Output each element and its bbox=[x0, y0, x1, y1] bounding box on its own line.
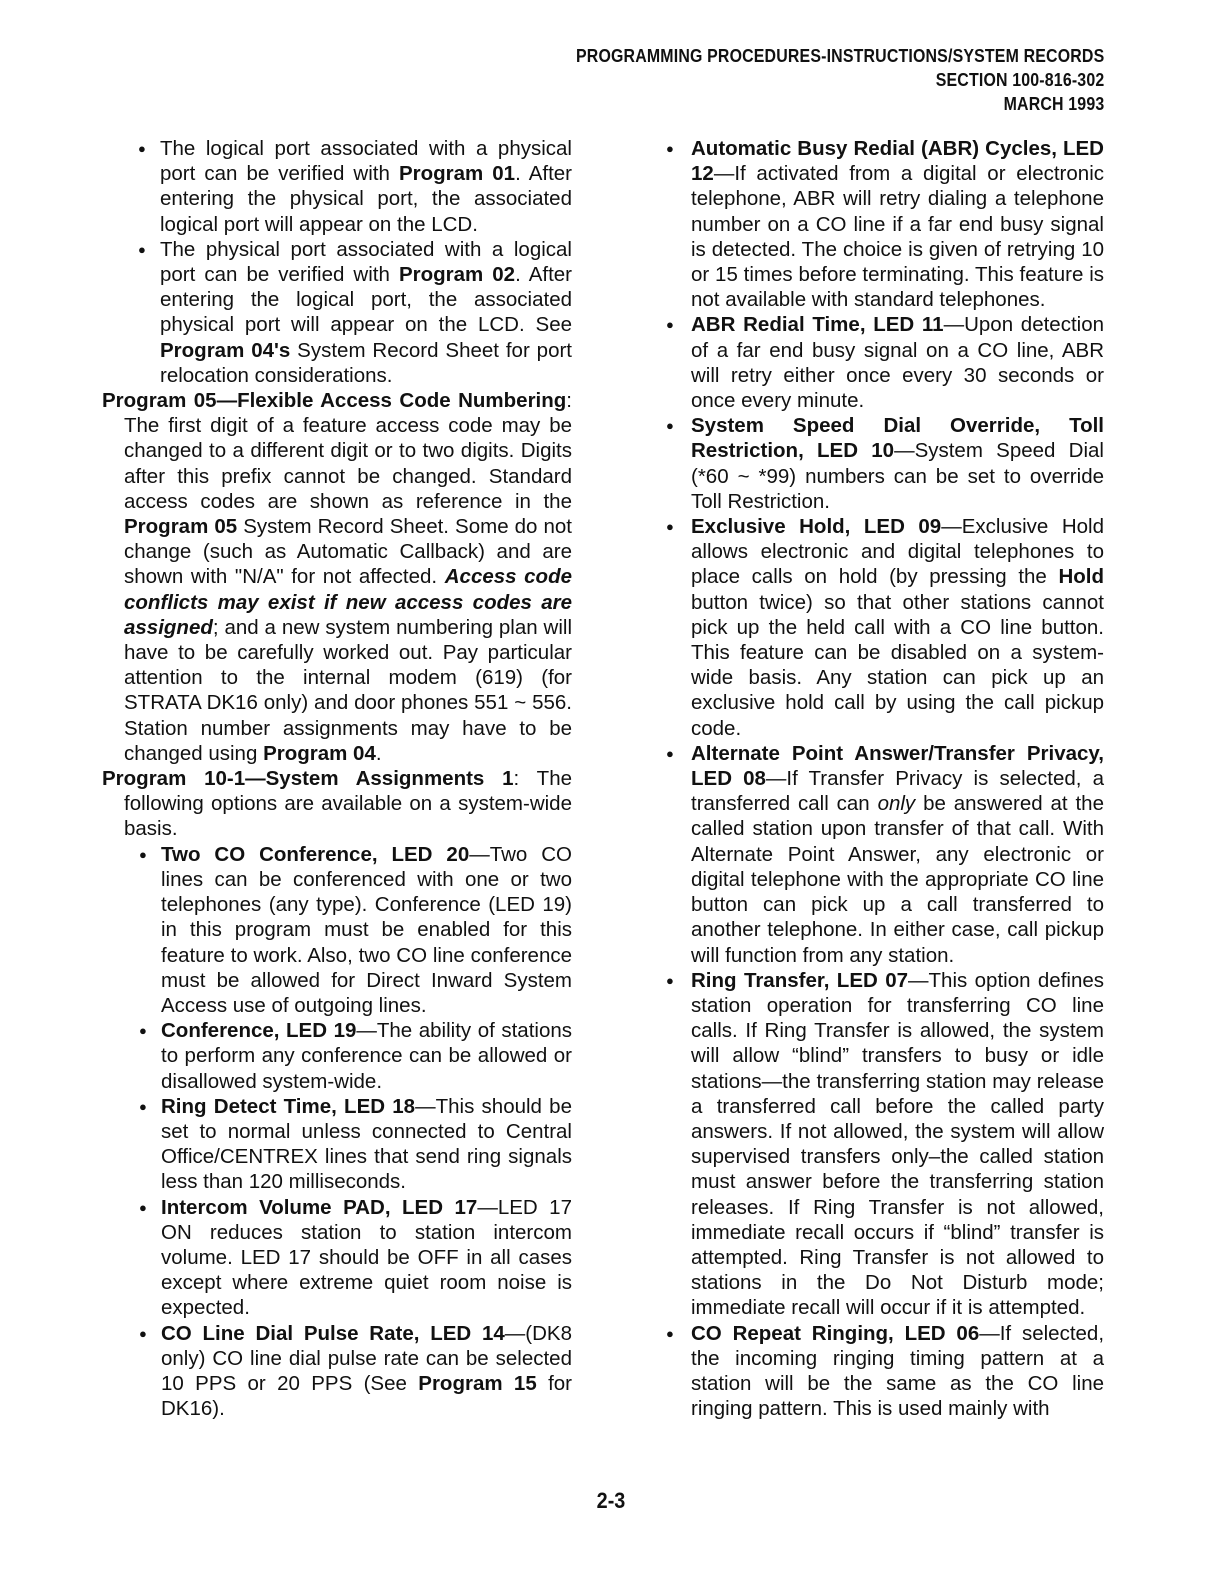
option-item: ● Intercom Volume PAD, LED 17—LED 17 ON reduces station to station intercom volume. LED 17 should be OFF in all cases except where extreme quiet room noise is expected. bbox=[139, 1195, 572, 1321]
option-item: ● ABR Redial Time, LED 11—Upon detection of a far end busy signal on a CO line, ABR will retry either once every 30 seconds or once every minute. bbox=[666, 312, 1104, 413]
option-item: ● Conference, LED 19—The ability of stations to perform any conference can be allowed or disallowed system-wide. bbox=[139, 1018, 572, 1094]
option-item: ● Exclusive Hold, LED 09—Exclusive Hold allows electronic and digital telephones to place calls on hold (by pressing the Hold button twice) so that other stations cannot pick up the held call with a CO line button. This feature can be disabled on a system-wide basis. Any station can pick up an exclusive hold call by using the call pickup code. bbox=[666, 514, 1104, 741]
page-number: 2-3 bbox=[596, 1488, 626, 1513]
page-header bbox=[576, 44, 1104, 116]
header-title: PROGRAMMING PROCEDURES-INSTRUCTIONS/SYSTEM RECORDS bbox=[575, 45, 1104, 66]
program-05-section: Program 05—Flexible Access Code Numbering: The first digit of a feature access code may be changed to a different digit or to two digits. Digits after this prefix cannot be changed. Standard access codes are shown as reference in the Program 05 System Record Sheet. Some do not change (such as Automatic Callback) and are shown with "N/A" for not affected. Access code conflicts may exist if new access codes are assigned; and a new system numbering plan will have to be carefully worked out. Pay particular attention to the internal modem (619) (for STRATA DK16 only) and door phones 551 ~ 556. Station number assignments may have to be changed using Program 04. bbox=[102, 389, 572, 765]
option-item: ● Automatic Busy Redial (ABR) Cycles, LED 12—If activated from a digital or electronic telephone, ABR will retry dialing a telephone number on a CO line if a far end busy signal is detected. The choice is given of retrying 10 or 15 times before terminating. This feature is not available with standard telephones. bbox=[666, 136, 1104, 312]
hold-key-label: Hold bbox=[1058, 565, 1104, 589]
bullet-logical-port: ● The logical port associated with a physical port can be verified with Program 01. After entering the physical port, the associated logical port will appear on the LCD. bbox=[138, 136, 572, 237]
option-item: ● Alternate Point Answer/Transfer Privacy, LED 08—If Transfer Privacy is selected, a transferred call can only be answered at the called station upon transfer of that call. With Alternate Point Answer, any electronic or digital telephone with the appropriate CO line button can pick up a call transferred to another telephone. In either case, call pickup will function from any station. bbox=[666, 741, 1104, 968]
header-date: MARCH 1993 bbox=[1003, 93, 1104, 114]
option-item: ● Ring Detect Time, LED 18—This should be set to normal unless connected to Central Office/CENTREX lines that send ring signals less than 120 milliseconds. bbox=[139, 1094, 572, 1195]
program-10-1-title: Program 10-1—System Assignments 1 bbox=[102, 767, 514, 791]
option-item: ● CO Line Dial Pulse Rate, LED 14—(DK8 only) CO line dial pulse rate can be selected 10 PPS or 20 PPS (See Program 15 for DK16). bbox=[139, 1321, 572, 1422]
option-item: ● Ring Transfer, LED 07—This option defines station operation for transferring CO line calls. If Ring Transfer is allowed, the system will allow “blind” transfers to busy or idle stations—the transferring station may release a transferred call before the called party answers. If not allowed, the system will allow supervised transfers only–the called station must answer before the transferring station releases. If Ring Transfer is not allowed, immediate recall occurs if “blind” transfer is attempted. Ring Transfer is not allowed to stations in the Do Not Disturb mode; immediate recall will occur if it is attempted. bbox=[666, 968, 1104, 1321]
right-column bbox=[666, 136, 1104, 1421]
option-item: ● System Speed Dial Override, Toll Restriction, LED 10—System Speed Dial (*60 ~ *99) numbers can be set to override Toll Restriction. bbox=[666, 413, 1104, 514]
left-column bbox=[102, 136, 572, 1421]
option-item: ● CO Repeat Ringing, LED 06—If selected, the incoming ringing timing pattern at a station will be the same as the CO line ringing pattern. This is used mainly with bbox=[666, 1321, 1104, 1422]
option-item: ● Two CO Conference, LED 20—Two CO lines can be conferenced with one or two telephones (any type). Conference (LED 19) in this program must be enabled for this feature to work. Also, two CO line conference must be allowed for Direct Inward System Access use of outgoing lines. bbox=[139, 842, 572, 1018]
bullet-physical-port: ● The physical port associated with a logical port can be verified with Program 02. After entering the logical port, the associated physical port will appear on the LCD. See Program 04's System Record Sheet for port relocation considerations. bbox=[138, 237, 572, 388]
header-section: SECTION 100-816-302 bbox=[935, 69, 1104, 90]
program-10-1-section: Program 10-1—System Assignments 1: The following options are available on a system-wide basis. bbox=[102, 767, 572, 841]
program-05-title: Program 05—Flexible Access Code Numbering bbox=[102, 389, 567, 413]
